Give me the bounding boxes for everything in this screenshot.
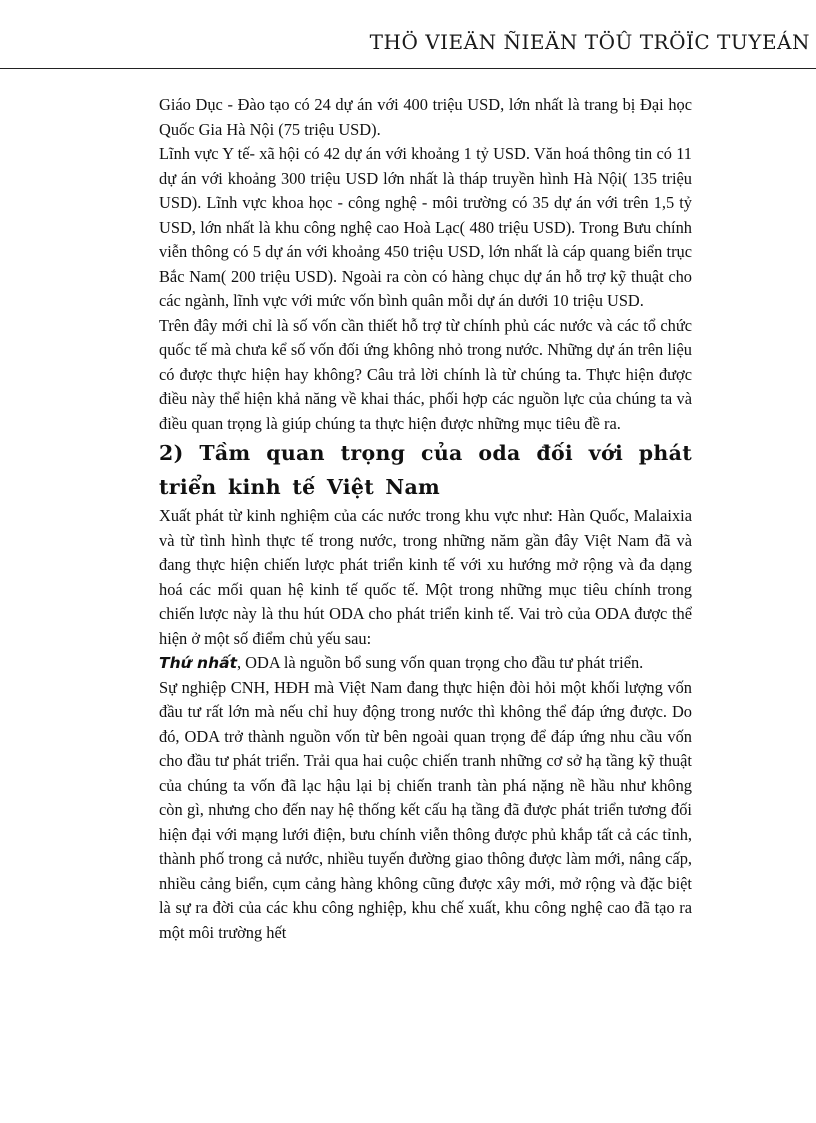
- paragraph-infrastructure: Sự nghiệp CNH, HĐH mà Việt Nam đang thực hiện đòi hỏi một khối lượng vốn đầu tư rất lớn mà nếu chỉ huy động trong nước thì không thể đáp ứng được. Do đó, ODA trở thành nguồn vốn từ bên ngoài quan trọng để đáp ứng nhu cầu vốn cho đầu tư phát triển. Trải qua hai cuộc chiến tranh những cơ sở hạ tầng kỹ thuật của chúng ta vốn đã lạc hậu lại bị chiến tranh tàn phá nặng nề hầu như không còn gì, nhưng cho đến nay hệ thống kết cấu hạ tầng đã được phát triển tương đối hiện đại với mạng lưới điện, bưu chính viễn thông được phủ khắp tất cả các tỉnh, thành phố trong cả nước, nhiều tuyến đường giao thông được làm mới, nâng cấp, nhiều cảng biển, cụm cảng hàng không cũng được xây mới, mở rộng và đặc biệt là sự ra đời của các khu công nghiệp, khu chế xuất, khu công nghệ cao đã tạo ra một môi trường hết: [159, 677, 692, 942]
- paragraph-education: Giáo Dục - Đào tạo có 24 dự án với 400 triệu USD, lớn nhất là trang bị Đại học Quốc Gia Hà Nội (75 triệu USD).: [159, 95, 692, 139]
- paragraph-intro: Xuất phát từ kinh nghiệm của các nước trong khu vực như: Hàn Quốc, Malaixia và từ tình hình thực tế trong nước, trong những năm gần đây Việt Nam đã và đang thực hiện chiến lược phát triển kinh tế với xu hướng mở rộng và đa dạng hoá các mối quan hệ kinh tế quốc tế. Một trong những mục tiêu chính trong chiến lược này là thu hút ODA cho phát triển kinh tế. Vai trò của ODA được thể hiện ở một số điểm chủ yếu sau:: [159, 506, 692, 648]
- running-header: THÖ VIEÄN ÑIEÄN TÖÛ TRÖÏC TUYEÁN: [369, 30, 810, 54]
- paragraph-first-point: [159, 651, 692, 676]
- first-point-text: , ODA là nguồn bổ sung vốn quan trọng cho đầu tư phát triển.: [236, 653, 644, 672]
- header-rule: [0, 68, 816, 69]
- section-heading: 2) Tầm quan trọng của oda đối với phát triển kinh tế Việt Nam: [159, 441, 692, 499]
- page-body: [159, 93, 692, 945]
- first-point-label: Thứ nhất: [159, 654, 237, 672]
- paragraph-sectors: Lĩnh vực Y tế- xã hội có 42 dự án với khoảng 1 tỷ USD. Văn hoá thông tin có 11 dự án với khoảng 300 triệu USD lớn nhất là tháp truyền hình Hà Nội( 135 triệu USD). Lĩnh vực khoa học - công nghệ - môi trường có 35 dự án với trên 1,5 tỷ USD, lớn nhất là khu công nghệ cao Hoà Lạc( 480 triệu USD). Trong Bưu chính viễn thông có 5 dự án với khoảng 450 triệu USD, lớn nhất là cáp quang biển trục Bắc Nam( 200 triệu USD). Ngoài ra còn có hàng chục dự án hỗ trợ kỹ thuật cho các ngành, lĩnh vực với mức vốn bình quân mỗi dự án dưới 10 triệu USD.: [159, 144, 692, 310]
- paragraph-summary: Trên đây mới chỉ là số vốn cần thiết hỗ trợ từ chính phủ các nước và các tổ chức quốc tế mà chưa kể số vốn đối ứng không nhỏ trong nước. Những dự án trên liệu có được thực hiện hay không? Câu trả lời chính là từ chúng ta. Thực hiện được điều này thể hiện khả năng về khai thác, phối hợp các nguồn lực của chúng ta và điều quan trọng là giúp chúng ta thực hiện được những mục tiêu đề ra.: [159, 315, 692, 433]
